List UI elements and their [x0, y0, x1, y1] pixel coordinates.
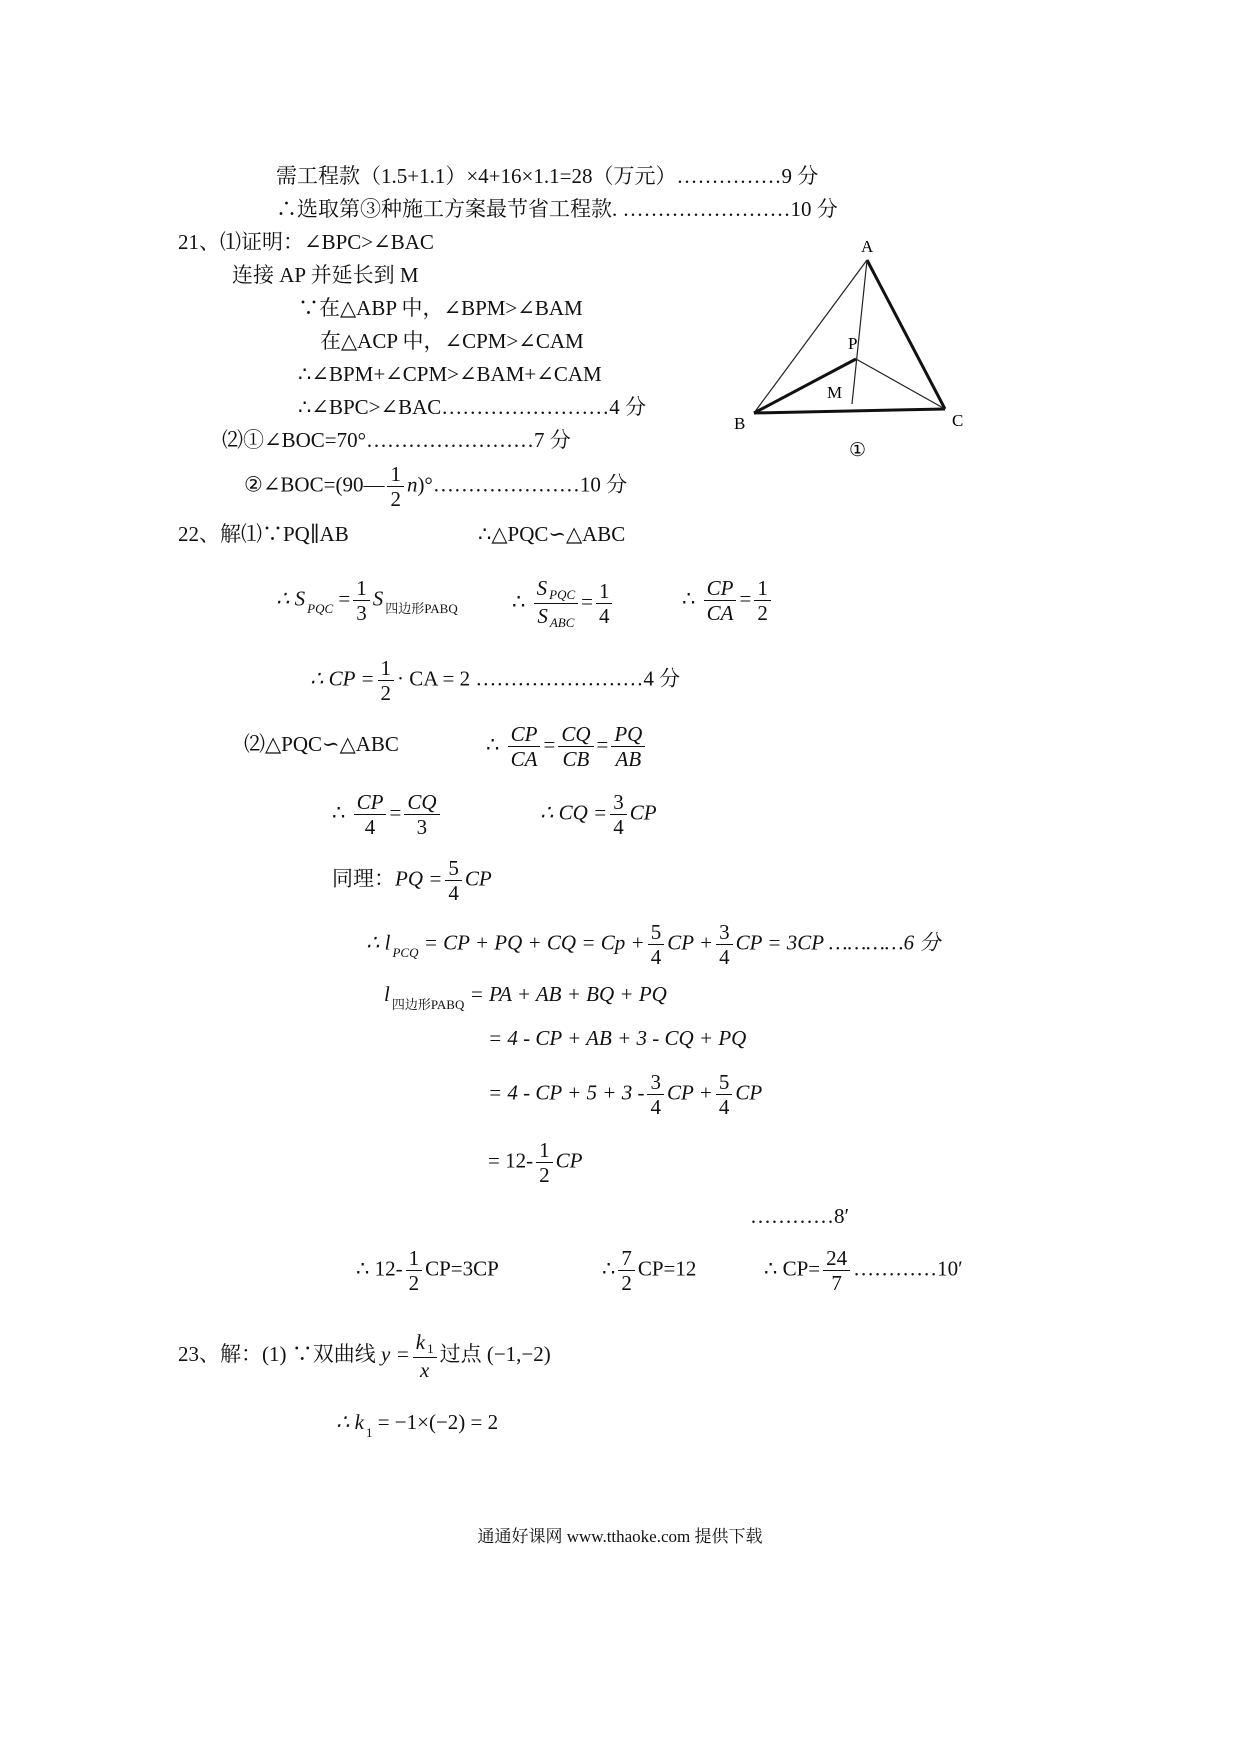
q22-area-ratio-1: ∴ S $_{PQC}$ = $\frac{1}{3}$ S $_{四边形PABQ}$	[276, 576, 458, 625]
q21-part2-b: ②∠BOC=(90— $\frac{1}{2}$ n)°…………………10 分	[244, 462, 628, 511]
q23-heading: 23、解：(1) ∵双曲线 y = $\frac{k 1}{x}$ 过点 (−1,−2)	[178, 1330, 551, 1382]
conclusion-line: ∴选取第③种施工方案最节省工程款. ……………………10 分	[276, 197, 838, 221]
segment-am	[852, 260, 867, 404]
q22-final-answer: ∴ CP= $\frac{24}{7}$ …………10′	[764, 1246, 963, 1295]
q21-line-2: ∵在△ABP 中，∠BPM>∠BAM	[298, 296, 583, 320]
q22-perimeter-step-3: = 12- $\frac{1}{2}$ CP	[488, 1138, 583, 1187]
q21-line-3: 在△ACP 中，∠CPM>∠CAM	[320, 329, 584, 353]
q21-line-5: ∴∠BPC>∠BAC……………………4 分	[298, 395, 647, 419]
label-a: A	[861, 237, 874, 256]
q22-equation: ∴ 12- $\frac{1}{2}$ CP=3CP	[356, 1246, 499, 1295]
q22-cp-result: ∴ CP = $\frac{1}{2}$ · CA = 2 ……………………4 分	[310, 656, 681, 705]
cost-line: 需工程款（1.5+1.1）×4+16×1.1=28（万元）……………9 分	[276, 164, 819, 188]
q22-score-8: …………8′	[750, 1204, 850, 1228]
q22-perimeter-pabq: l $_{四边形PABQ}$ = PA + AB + BQ + PQ	[384, 982, 667, 1012]
q21-line-1: 连接 AP 并延长到 M	[232, 263, 419, 287]
label-c: C	[952, 411, 964, 430]
q23-k1-value: ∴ k $_1$ = −1×(−2) = 2	[336, 1410, 499, 1440]
q22-similar-1: ∴△PQC∽△ABC	[478, 522, 626, 546]
q22-perimeter-step-1: = 4 - CP + AB + 3 - CQ + PQ	[488, 1026, 747, 1050]
label-p: P	[848, 334, 858, 353]
figure-caption: ①	[849, 440, 867, 461]
q21-heading: 21、⑴证明：∠BPC>∠BAC	[178, 230, 434, 254]
page-footer: 通通好课网 www.tthaoke.com 提供下载	[477, 1527, 763, 1546]
q22-proportion: ∴ $\frac{CP}{CA}$ = $\frac{CQ}{CB}$ = $\frac{PQ}{AB}$	[486, 722, 648, 771]
q22-cq-value: ∴ CQ = $\frac{3}{4}$ CP	[540, 790, 657, 839]
label-m: M	[827, 383, 843, 402]
q22-pq-value: 同理：PQ = $\frac{5}{4}$ CP	[332, 856, 492, 905]
q22-perimeter-pcq: ∴ l $_{PCQ}$ = CP + PQ + CQ = Cp + $\frac{5}{4}$ CP + $\frac{3}{4}$ CP = 3CP …………6 分	[366, 920, 941, 969]
q22-area-ratio-2: ∴ $\frac{\text{S PQC}}{\text{S ABC}}$ = $\frac{1}{4}$	[512, 576, 615, 631]
q21-line-4: ∴∠BPM+∠CPM>∠BAM+∠CAM	[298, 362, 602, 386]
q22-part2-heading: ⑵△PQC∽△ABC	[244, 732, 399, 756]
edge-bc	[754, 409, 945, 413]
q22-cp-cq-ratio: ∴ $\frac{CP}{4}$ = $\frac{CQ}{3}$	[332, 790, 443, 839]
q22-heading: 22、解⑴∵PQ∥AB	[178, 522, 349, 546]
q22-equation-2: ∴ $\frac{7}{2}$ CP=12	[602, 1246, 697, 1295]
q21-part2-a: ⑵①∠BOC=70°……………………7 分	[222, 428, 571, 452]
label-b: B	[734, 414, 746, 433]
q22-perimeter-step-2: = 4 - CP + 5 + 3 - $\frac{3}{4}$ CP + $\frac{5}{4}$ CP	[488, 1070, 763, 1119]
triangle-figure	[730, 232, 980, 472]
q22-side-ratio: ∴ $\frac{CP}{CA}$ = $\frac{1}{2}$	[682, 576, 774, 625]
